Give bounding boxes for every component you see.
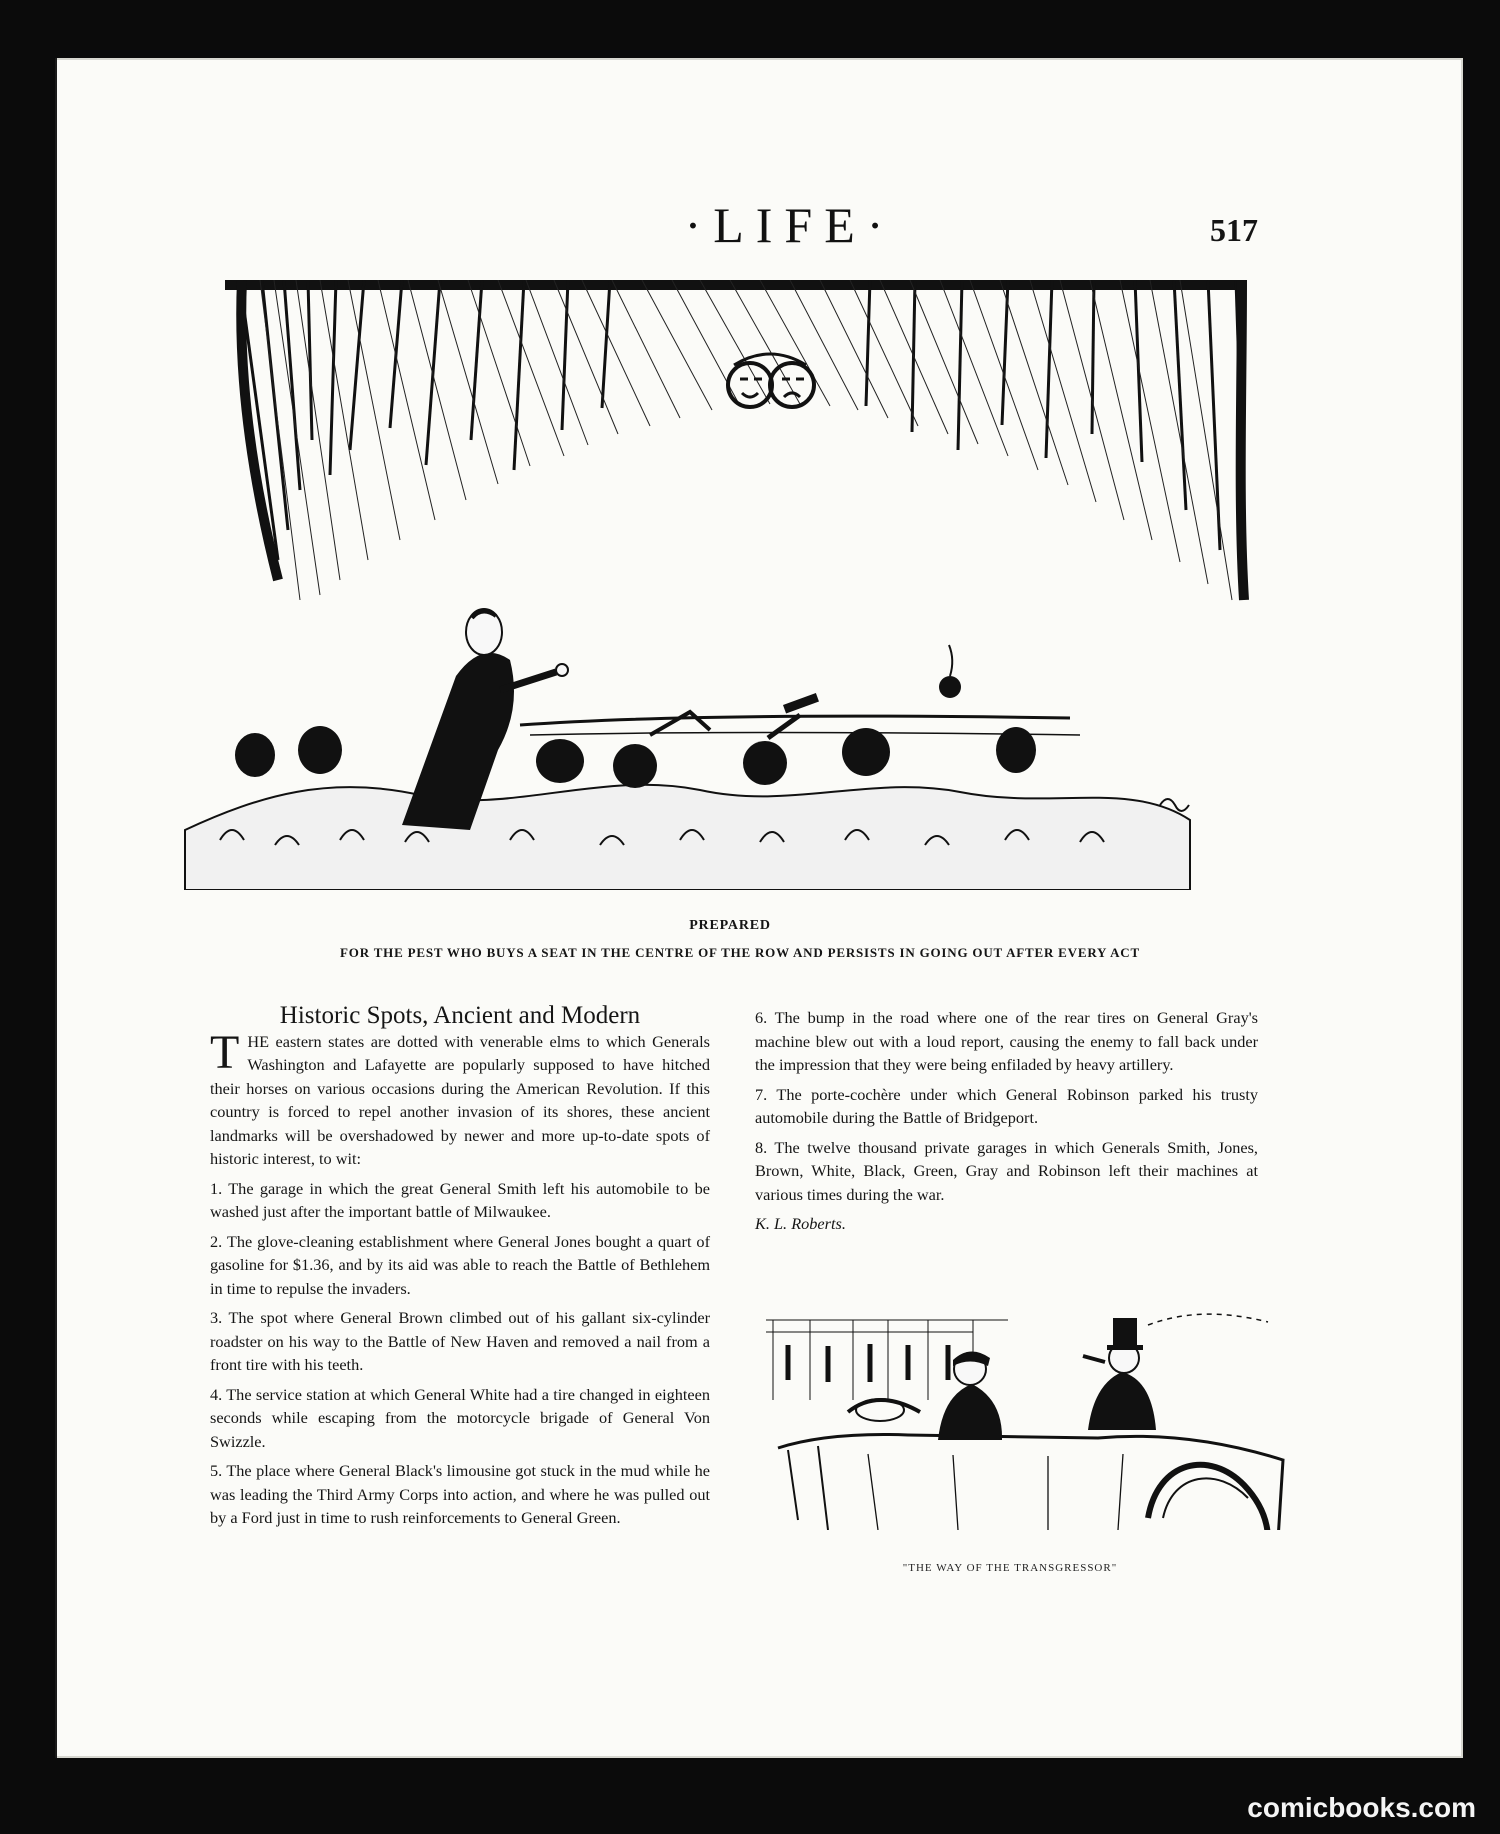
article-item-1: 1. The garage in which the great General Smith left his automobile to be washed just after the important battle of Milwaukee. bbox=[210, 1178, 710, 1221]
stage-curtain bbox=[225, 280, 1246, 600]
article-item-8: 8. The twelve thousand private garages in which Generals Smith, Jones, Brown, White, Black, Green, Gray and Robinson left their machines at various times during the war. bbox=[755, 1137, 1258, 1204]
masthead: ·LIFE· bbox=[684, 197, 896, 253]
audience-scene bbox=[185, 609, 1190, 890]
article-item-4: 4. The service station at which General White had a tire changed in eighteen seconds while escaping from the motorcycle brigade of General Von Swizzle. bbox=[210, 1384, 710, 1451]
article-title: Historic Spots, Ancient and Modern bbox=[279, 1002, 641, 1029]
article-left-column bbox=[210, 1004, 710, 1536]
comedy-tragedy-masks-icon bbox=[728, 354, 814, 407]
article-item-3: 3. The spot where General Brown climbed out of his gallant six-cylinder roadster on his way to the Battle of New Haven and removed a nail from a front tire with his teeth. bbox=[210, 1308, 710, 1374]
drop-cap: T bbox=[210, 1025, 240, 1079]
cartoon-title: PREPARED bbox=[689, 918, 771, 933]
theater-cartoon bbox=[180, 280, 1280, 890]
passenger-figure bbox=[1083, 1314, 1268, 1430]
article-intro bbox=[210, 1025, 710, 1171]
article-item-5: 5. The place where General Black's limousine got stuck in the mud while he was leading the Third Army Corps into action, and where he was pulled out by a Ford just in time to rush reinforcements to General Green. bbox=[210, 1461, 710, 1527]
article-item-2: 2. The glove-cleaning establishment where General Jones bought a quart of gasoline for $1.36, and by its aid was able to reach the Battle of Bethlehem in time to repulse the invaders. bbox=[210, 1231, 710, 1298]
page-number: 517 bbox=[1210, 212, 1258, 248]
article-intro-text: HE eastern states are dotted with venerable elms to which Generals Washington and Lafayette are popularly supposed to have hitched their horses on various occasions during the American Revolution. If this country is forced to repel another invasion of its shores, these ancient landmarks will be overshadowed by newer and more up-to-date spots of historic interest, to wit: bbox=[210, 1031, 710, 1168]
article-author: K. L. Roberts. bbox=[755, 1214, 846, 1233]
article-item-7: 7. The porte-cochère under which General Robinson parked his trusty automobile during the Battle of Bridgeport. bbox=[755, 1084, 1258, 1127]
watermark: comicbooks.com bbox=[1247, 1792, 1476, 1823]
automobile-cartoon bbox=[758, 1300, 1298, 1530]
car-body bbox=[778, 1399, 1283, 1530]
binding-line bbox=[55, 58, 57, 1758]
car-cartoon-caption: "THE WAY OF THE TRANSGRESSOR" bbox=[902, 1562, 1118, 1574]
cartoon-caption: FOR THE PEST WHO BUYS A SEAT IN THE CENTRE OF THE ROW AND PERSISTS IN GOING OUT AFTER EVERY ACT bbox=[340, 945, 1140, 960]
article-item-6: 6. The bump in the road where one of the rear tires on General Gray's machine blew out with a loud report, causing the enemy to fall back under the impression that they were being enfiladed by heavy artillery. bbox=[755, 1008, 1258, 1074]
article-right-column bbox=[755, 1006, 1258, 1242]
